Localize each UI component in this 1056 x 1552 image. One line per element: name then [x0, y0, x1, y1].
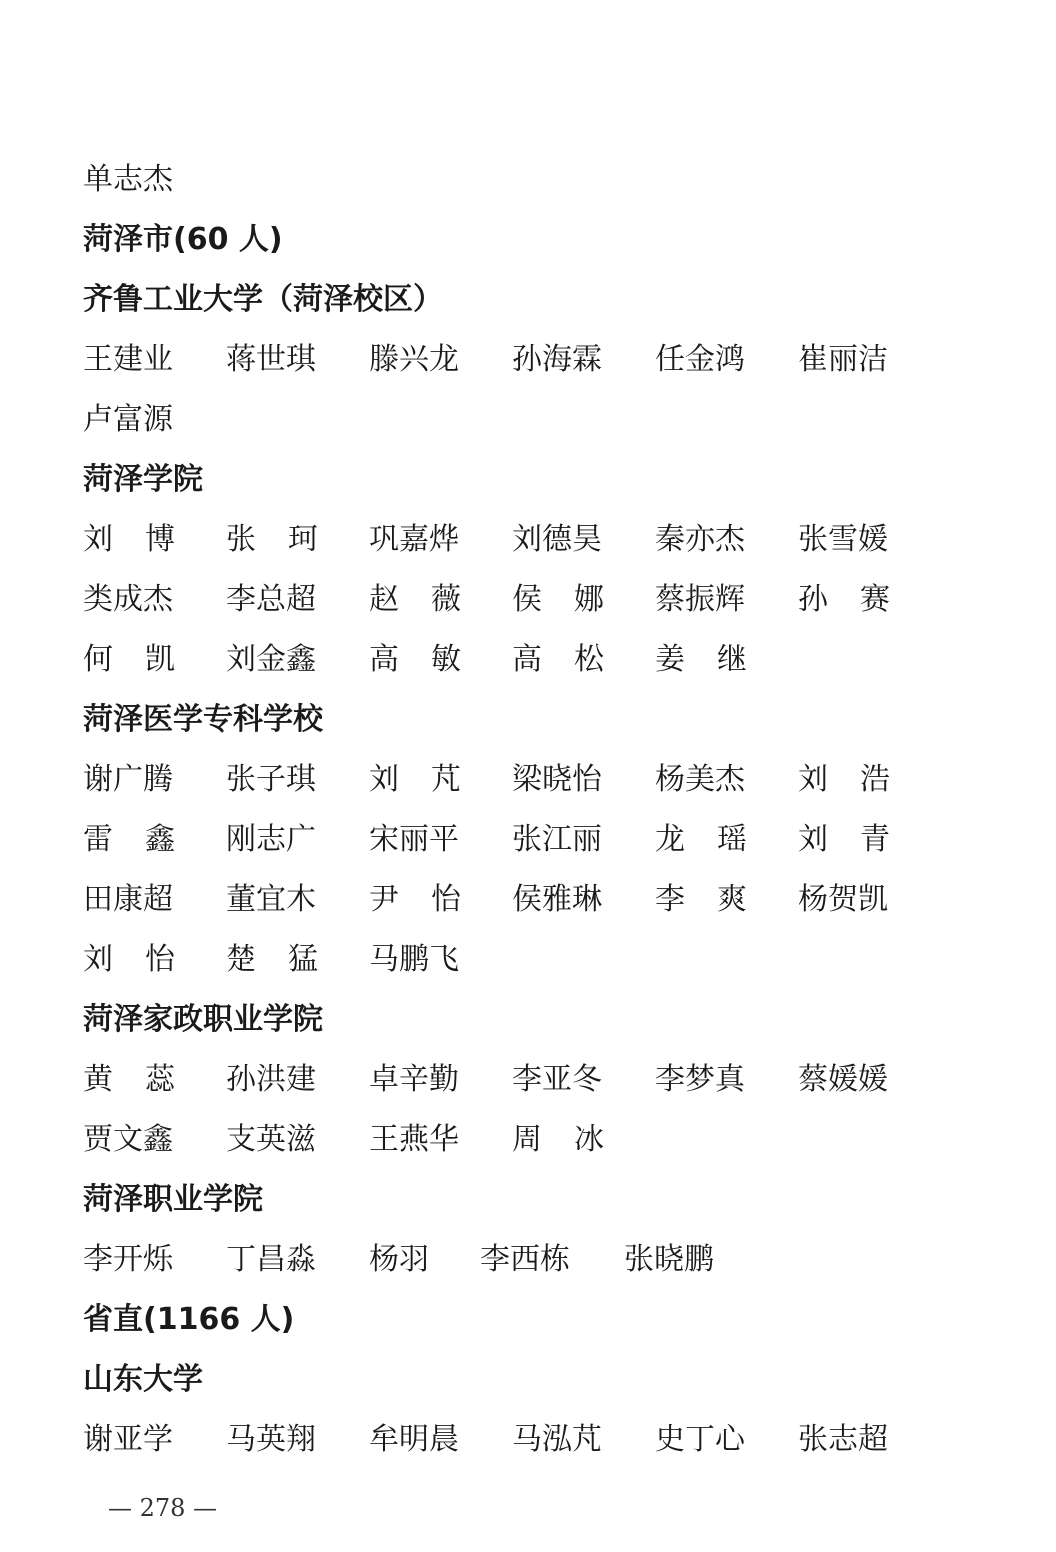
person-name: 何 凯	[83, 642, 175, 677]
name-row	[83, 510, 983, 570]
page-number: — 278 —	[108, 1494, 218, 1522]
person-name: 周 冰	[512, 1122, 604, 1157]
school-heading-heze-medical: 菏泽医学专科学校	[83, 702, 323, 737]
person-name: 刘 青	[798, 822, 890, 857]
region-heading-heze: 菏泽市(60 人)	[83, 222, 283, 257]
person-name: 蔡媛媛	[798, 1062, 888, 1097]
person-name: 赵 薇	[369, 582, 461, 617]
person-name: 蔡振辉	[655, 582, 745, 617]
person-name: 刘 怡	[83, 942, 175, 977]
person-name: 李西栋	[480, 1242, 570, 1277]
person-name: 刘金鑫	[226, 642, 316, 677]
person-name: 刚志广	[226, 822, 316, 857]
person-name: 雷 鑫	[83, 822, 175, 857]
school-heading-heze-domestic: 菏泽家政职业学院	[83, 1002, 323, 1037]
region-heading-provincial: 省直(1166 人)	[83, 1302, 295, 1337]
name-row	[83, 930, 983, 990]
person-name: 刘德昊	[512, 522, 602, 557]
person-name: 崔丽洁	[798, 342, 888, 377]
name-row	[83, 330, 983, 390]
person-name: 姜 继	[655, 642, 747, 677]
person-name: 马泓芃	[512, 1422, 602, 1457]
name-row	[83, 390, 983, 450]
school-heading-qilu-heze: 齐鲁工业大学（菏泽校区）	[83, 282, 443, 317]
person-name: 孙海霖	[512, 342, 602, 377]
person-name: 楚 猛	[226, 942, 318, 977]
continuation-name: 单志杰	[83, 162, 173, 197]
person-name: 谢广腾	[83, 762, 173, 797]
person-name: 张志超	[798, 1422, 888, 1457]
person-name: 李梦真	[655, 1062, 745, 1097]
person-name: 支英滋	[226, 1122, 316, 1157]
person-name: 卓辛勤	[369, 1062, 459, 1097]
school-heading-shandong-university: 山东大学	[83, 1362, 203, 1397]
person-name: 卢富源	[83, 402, 173, 437]
person-name: 李亚冬	[512, 1062, 602, 1097]
person-name: 类成杰	[83, 582, 173, 617]
person-name: 尹 怡	[369, 882, 461, 917]
name-row	[83, 570, 983, 630]
name-row	[83, 1110, 983, 1170]
name-row	[83, 1050, 983, 1110]
person-name: 马英翔	[226, 1422, 316, 1457]
person-name: 马鹏飞	[369, 942, 459, 977]
person-name: 高 松	[512, 642, 604, 677]
person-name: 张子琪	[226, 762, 316, 797]
person-name: 王燕华	[369, 1122, 459, 1157]
name-row	[83, 870, 983, 930]
person-name: 史丁心	[655, 1422, 745, 1457]
person-name: 巩嘉烨	[369, 522, 459, 557]
name-row	[83, 1410, 983, 1470]
person-name: 滕兴龙	[369, 342, 459, 377]
person-name: 杨美杰	[655, 762, 745, 797]
person-name: 孙 赛	[798, 582, 890, 617]
name-row	[83, 630, 983, 690]
name-row	[83, 1230, 983, 1290]
person-name: 刘 博	[83, 522, 175, 557]
person-name: 张晓鹏	[624, 1242, 714, 1277]
school-heading-heze-university: 菏泽学院	[83, 462, 203, 497]
person-name: 张雪媛	[798, 522, 888, 557]
person-name: 杨羽	[369, 1242, 429, 1277]
person-name: 李总超	[226, 582, 316, 617]
name-row	[83, 750, 983, 810]
person-name: 丁昌淼	[226, 1242, 316, 1277]
person-name: 谢亚学	[83, 1422, 173, 1457]
person-name: 秦亦杰	[655, 522, 745, 557]
person-name: 刘 浩	[798, 762, 890, 797]
person-name: 龙 瑶	[655, 822, 747, 857]
person-name: 高 敏	[369, 642, 461, 677]
person-name: 张江丽	[512, 822, 602, 857]
person-name: 侯 娜	[512, 582, 604, 617]
person-name: 李开烁	[83, 1242, 173, 1277]
person-name: 董宜木	[226, 882, 316, 917]
person-name: 牟明晨	[369, 1422, 459, 1457]
name-row	[83, 810, 983, 870]
person-name: 张 珂	[226, 522, 318, 557]
person-name: 孙洪建	[226, 1062, 316, 1097]
person-name: 侯雅琳	[512, 882, 602, 917]
person-name: 李 爽	[655, 882, 747, 917]
person-name: 蒋世琪	[226, 342, 316, 377]
person-name: 黄 蕊	[83, 1062, 175, 1097]
person-name: 贾文鑫	[83, 1122, 173, 1157]
person-name: 任金鸿	[655, 342, 745, 377]
person-name: 王建业	[83, 342, 173, 377]
person-name: 梁晓怡	[512, 762, 602, 797]
person-name: 田康超	[83, 882, 173, 917]
person-name: 刘 芃	[369, 762, 461, 797]
school-heading-heze-vocational: 菏泽职业学院	[83, 1182, 263, 1217]
person-name: 杨贺凯	[798, 882, 888, 917]
person-name: 宋丽平	[369, 822, 459, 857]
